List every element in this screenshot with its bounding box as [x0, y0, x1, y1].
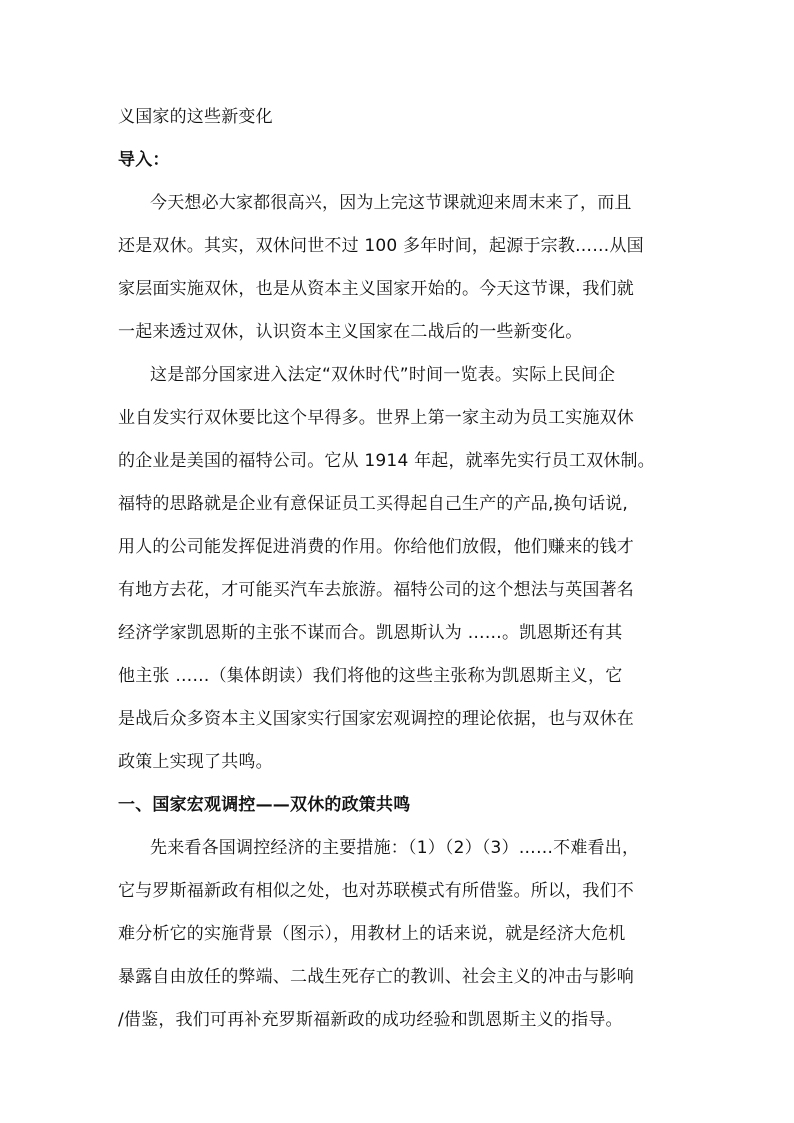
paragraph-line: 一起来透过双休，认识资本主义国家在二战后的一些新变化。: [118, 322, 583, 342]
paragraph-line: 经济学家凯恩斯的主张不谋而合。凯恩斯认为 ……。凯恩斯还有其: [118, 623, 623, 643]
paragraph-line: 福特的思路就是企业有意保证员工买得起自己生产的产品,换句话说,: [118, 494, 629, 514]
section-title-continuation: 义国家的这些新变化: [118, 107, 273, 127]
section-heading: 一、国家宏观调控——双休的政策共鸣: [118, 795, 411, 815]
paragraph-line: 政策上实现了共鸣。: [118, 752, 273, 772]
intro-heading: 导入：: [118, 150, 170, 170]
paragraph-line: 有地方去花，才可能买汽车去旅游。福特公司的这个想法与英国著名: [118, 580, 634, 600]
paragraph-line: 难分析它的实施背景（图示），用教材上的话来说，就是经济大危机: [118, 924, 626, 944]
paragraph-line: 是战后众多资本主义国家实行国家宏观调控的理论依据，也与双休在: [118, 709, 634, 729]
paragraph-line: 它与罗斯福新政有相似之处，也对苏联模式有所借鉴。所以，我们不: [118, 881, 634, 901]
paragraph-line: 他主张 ……（集体朗读）我们将他的这些主张称为凯恩斯主义，它: [118, 666, 623, 686]
paragraph-line: 家层面实施双休，也是从资本主义国家开始的。今天这节课，我们就: [118, 279, 634, 299]
paragraph-line: 的企业是美国的福特公司。它从 1914 年起，就率先实行员工双休制。: [118, 451, 655, 471]
paragraph-line: 还是双休。其实，双休问世不过 100 多年时间，起源于宗教……从国: [118, 236, 644, 256]
paragraph-line: /借鉴，我们可再补充罗斯福新政的成功经验和凯恩斯主义的指导。: [118, 1010, 623, 1030]
paragraph-line: 先来看各国调控经济的主要措施：（1）（2）（3）……不难看出，: [150, 838, 640, 858]
paragraph-line: 业自发实行双休要比这个早得多。世界上第一家主动为员工实施双休: [118, 408, 634, 428]
paragraph-line: 用人的公司能发挥促进消费的作用。你给他们放假，他们赚来的钱才: [118, 537, 634, 557]
paragraph-line: 暴露自由放任的弊端、二战生死存亡的教训、社会主义的冲击与影响: [118, 967, 634, 987]
paragraph-line: 这是部分国家进入法定“双休时代”时间一览表。实际上民间企: [150, 365, 616, 385]
paragraph-line: 今天想必大家都很高兴，因为上完这节课就迎来周末来了，而且: [150, 193, 632, 213]
